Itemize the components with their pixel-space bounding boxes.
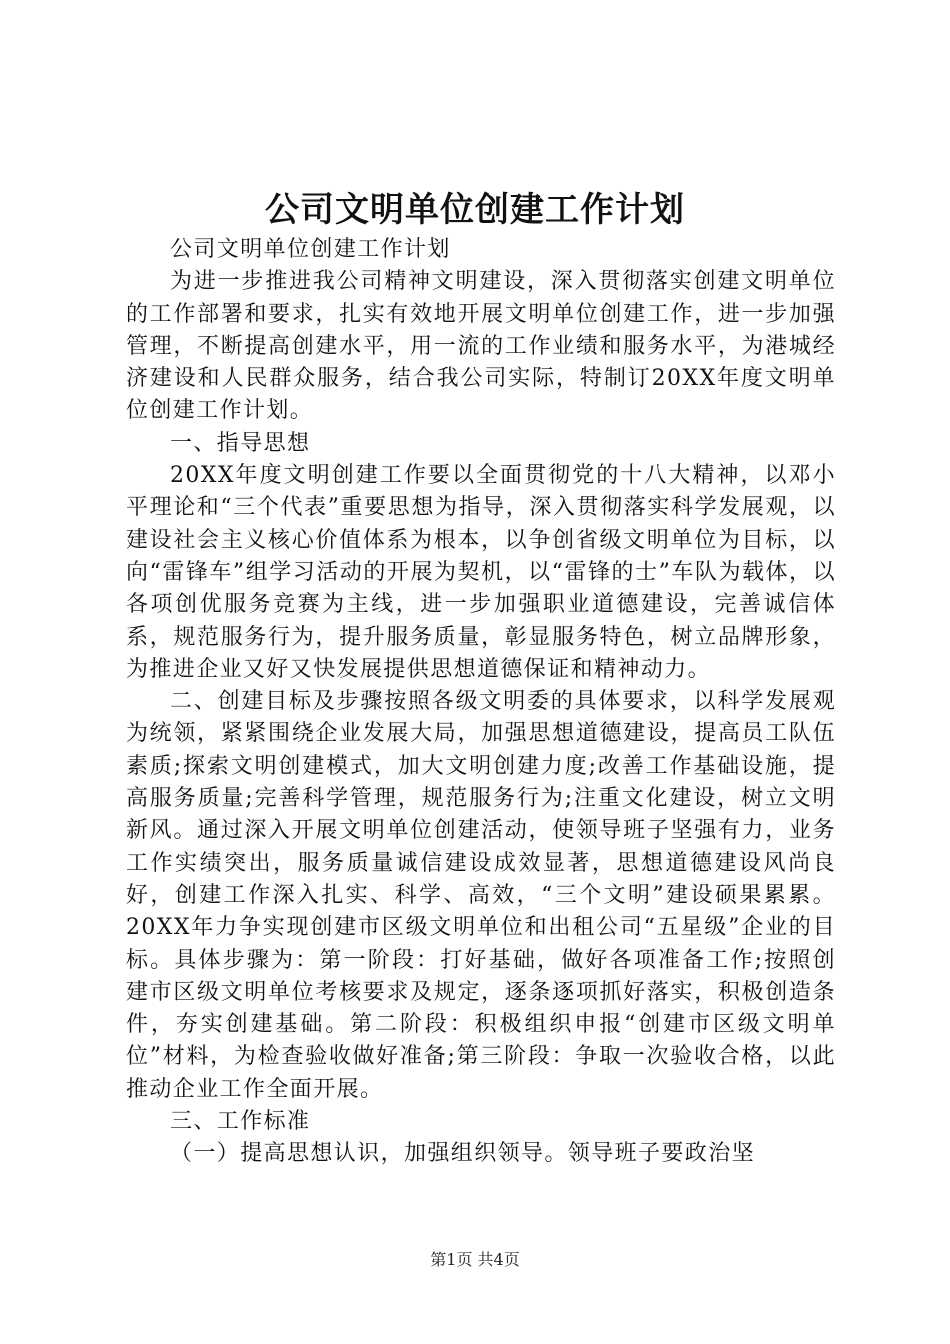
document-body bbox=[126, 234, 836, 1171]
subtitle-paragraph: 公司文明单位创建工作计划 bbox=[170, 237, 451, 262]
goals-and-steps-paragraph: 二、创建目标及步骤按照各级文明委的具体要求，以科学发展观为统领，紧紧围绕企业发展大局，加强思想道德建设，提高员工队伍素质;探索文明创建模式，加大文明创建力度;改善工作基础设施，提高服务质量;完善科学管理，规范服务行为;注重文化建设，树立文明新风。通过深入开展文明单位创建活动，使领导班子坚强有力，业务工作实绩突出，服务质量诚信建设成效显著，思想道德建设风尚良好，创建工作深入扎实、科学、高效，“三个文明”建设硕果累累。20XX年力争实现创建市区级文明单位和出租公司“五星级”企业的目标。具体步骤为：第一阶段：打好基础，做好各项准备工作;按照创建市区级文明单位考核要求及规定，逐条逐项抓好落实，积极创造条件，夯实创建基础。第二阶段：积极组织申报“创建市区级文明单位”材料，为检查验收做好准备;第三阶段：争取一次验收合格，以此推动企业工作全面开展。 bbox=[126, 689, 836, 1102]
guiding-ideology-paragraph: 20XX年度文明创建工作要以全面贯彻党的十八大精神，以邓小平理论和“三个代表”重要思想为指导，深入贯彻落实科学发展观，以建设社会主义核心价值体系为根本，以争创省级文明单位为目标，以向“雷锋车”组学习活动的开展为契机，以“雷锋的士”车队为载体，以各项创优服务竞赛为主线，进一步加强职业道德建设，完善诚信体系，规范服务行为，提升服务质量，彰显服务特色，树立品牌形象，为推进企业又好又快发展提供思想道德保证和精神动力。 bbox=[126, 463, 836, 682]
section-heading-work-standards: 三、工作标准 bbox=[170, 1109, 311, 1135]
section-heading-guiding-ideology: 一、指导思想 bbox=[170, 430, 311, 456]
page-footer: 第1页 共4页 bbox=[430, 1250, 520, 1269]
intro-paragraph: 为进一步推进我公司精神文明建设，深入贯彻落实创建文明单位的工作部署和要求，扎实有效地开展文明单位创建工作，进一步加强管理，不断提高创建水平，用一流的工作业绩和服务水平，为港城经济建设和人民群众服务，结合我公司实际，特制订20XX年度文明单位创建工作计划。 bbox=[126, 269, 836, 424]
document-title: 公司文明单位创建工作计划 bbox=[265, 190, 685, 230]
work-standards-paragraph: （一）提高思想认识，加强组织领导。领导班子要政治坚 bbox=[170, 1141, 756, 1167]
